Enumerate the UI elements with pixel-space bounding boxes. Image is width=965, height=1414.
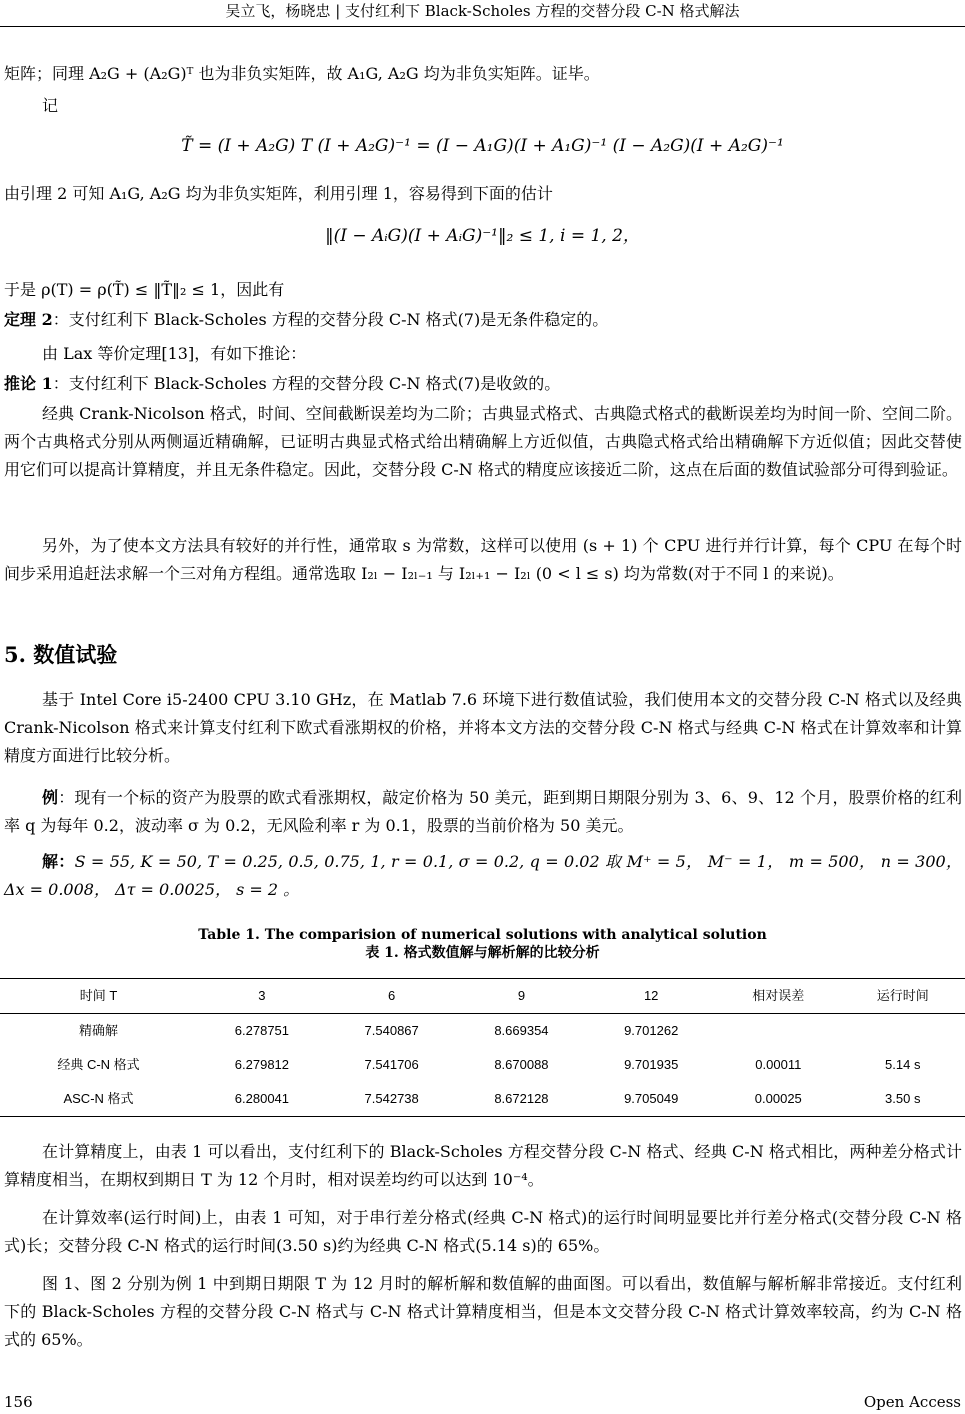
paragraph-parallelism [4,532,962,588]
table-cell: 7.541706 [364,1057,419,1072]
solution-text: S = 55, K = 50, T = 0.25, 0.5, 0.75, 1, r = 0.1, σ = 0.2, q = 0.02 取 M⁺ = 5， M⁻ = 1， m = 500， n = 300， Δx = 0.008， Δτ = 0.0025， s = 2 。 [4,852,962,899]
paragraph-text: 经典 Crank-Nicolson 格式，时间、空间截断误差均为二阶；古典显式格式、古典隐式格式的截断误差均为时间一阶、空间二阶。两个古典格式分别从两侧逼近精确解，已证明古典显式格式给出精确解上方近似值，古典隐式格式给出精确解下方近似值；因此交替使用它们可以提高计算精度，并且无条件稳定。因此，交替分段 C-N 格式的精度应该接近二阶，这点在后面的数值试验部分可得到验证。 [4,404,962,479]
page-number: 156 [4,1393,33,1411]
theorem-2 [4,306,962,334]
table-cell: 8.670088 [494,1057,549,1072]
paragraph-text: 在计算效率(运行时间)上，由表 1 可知，对于串行差分格式(经典 C-N 格式)的运行时间明显要比并行差分格式(交替分段 C-N 格式)长；交替分段 C-N 格式的运行时间(3.50 s)约为经典 C-N 格式(5.14 s)的 65%。 [4,1208,962,1255]
table-header-row [0,979,965,1014]
corollary-text: ：支付红利下 Black-Scholes 方程的交替分段 C-N 格式(7)是收敛的。 [52,374,561,393]
paragraph-text: 于是 ρ(T) = ρ(T̃) ≤ ‖T̃‖₂ ≤ 1，因此有 [4,280,285,299]
table-cell: 7.542738 [364,1091,419,1106]
paragraph-text: 另外，为了使本文方法具有较好的并行性，通常取 s 为常数，这样可以使用 (s + 1) 个 CPU 进行并行计算，每个 CPU 在每个时间步采用追赶法求解一个三对角方程组。通常选取 I₂ₗ − I₂ₗ₋₁ 与 I₂ₗ₊₁ − I₂ₗ (0 < l ≤ s) 均为常数(对于不同 l 的来说)。 [4,536,962,583]
paragraph-text: 图 1、图 2 分别为例 1 中到期日期限 T 为 12 月时的解析解和数值解的曲面图。可以看出，数值解与解析解非常接近。支付红利下的 Black-Scholes 方程的交替分段 C-N 格式与 C-N 格式计算精度相当，但是本文交替分段 C-N 格式计算效率较高，约为 C-N 格式的 65%。 [4,1274,962,1349]
header-cell: 12 [643,988,659,1003]
paragraph-ji [4,92,962,120]
table-cell: 6.278751 [234,1023,290,1038]
table-cell: 0.00025 [754,1091,802,1106]
table-cell [716,1014,840,1049]
paragraph-lax [4,340,962,368]
paragraph-text: 记 [42,96,59,115]
paragraph-spectral-radius [4,276,962,304]
table-cell: 8.672128 [494,1091,549,1106]
paragraph-text: 在计算精度上，由表 1 可以看出，支付红利下的 Black-Scholes 方程交替分段 C-N 格式、经典 C-N 格式相比，两种差分格式计算精度相当，在期权到期日 T 为 12 个月时，相对误差均约可以达到 10⁻⁴。 [4,1142,962,1189]
example-1 [4,784,962,840]
example-text: ：现有一个标的资产为股票的欧式看涨期权，敲定价格为 50 美元，距到期日期限分别为 3、6、9、12 个月，股票价格的红利率 q 为每年 0.2，波动率 σ 为 0.2，无风险利率 r 为 0.1，股票的当前价格为 50 美元。 [4,788,962,835]
table-cell: 8.669354 [494,1023,549,1038]
solution-parameters [4,848,962,904]
section-heading-numerical-experiments: 5. 数值试验 [4,642,118,667]
table-caption-cn: 表 1. 格式数值解与解析解的比较分析 [365,945,600,961]
paragraph-text: 由 Lax 等价定理[13]，有如下推论： [42,344,307,363]
corollary-1 [4,370,962,398]
table-cell: 3.50 s [885,1091,921,1106]
header-cell: 相对误差 [752,988,805,1003]
header-cell: 时间 T [79,988,118,1003]
table-row [0,1014,965,1049]
header-cell: 3 [258,988,266,1003]
equation-t-tilde: T̃ = (I + A₂G) T (I + A₂G)⁻¹ = (I − A₁G)(I + A₁G)⁻¹ (I − A₂G)(I + A₂G)⁻¹ [181,136,784,156]
header-cell: 6 [388,988,396,1003]
header-rule [0,26,965,27]
paragraph-text: 基于 Intel Core i5-2400 CPU 3.10 GHz，在 Matlab 7.6 环境下进行数值试验，我们使用本文的交替分段 C-N 格式以及经典 Crank-Nicolson 格式来计算支付红利下欧式看涨期权的价格，并将本文方法的交替分段 C-N 格式与经典 C-N 格式在计算效率和计算精度方面进行比较分析。 [4,690,962,765]
comparison-table [0,978,965,1117]
paragraph-efficiency [4,1204,962,1260]
header-cell: 9 [517,988,526,1003]
table-cell: 6.279812 [234,1057,290,1072]
table-cell: 9.701935 [624,1057,679,1072]
header-cell: 运行时间 [876,988,929,1003]
paragraph-text: 由引理 2 可知 A₁G, A₂G 均为非负实矩阵，利用引理 1，容易得到下面的估计 [4,184,553,203]
paragraph-experiment-setup [4,686,962,770]
paragraph-proof-end [4,60,962,88]
table-cell: 精确解 [79,1023,119,1038]
paragraph-accuracy-discussion [4,400,962,484]
equation-norm-estimate: ‖(I − AᵢG)(I + AᵢG)⁻¹‖₂ ≤ 1, i = 1, 2， [325,226,640,246]
example-label: 例 [42,788,59,807]
table-cell: ASC-N 格式 [63,1091,134,1106]
table-cell: 9.705049 [624,1091,679,1106]
table-caption-en: Table 1. The comparision of numerical solutions with analytical solution [198,927,767,943]
table-cell: 5.14 s [885,1057,921,1072]
table-row [0,1082,965,1117]
table-cell: 7.540867 [364,1023,419,1038]
table-cell: 0.00011 [755,1057,802,1072]
journal-label: Open Access [863,1393,961,1411]
table-cell: 经典 C-N 格式 [57,1057,140,1072]
table-cell: 9.701262 [624,1023,679,1038]
table-cell [841,1014,965,1049]
paragraph-precision [4,1138,962,1194]
solution-label: 解： [42,852,75,871]
running-header: 吴立飞，杨晓忠 | 支付红利下 Black-Scholes 方程的交替分段 C-N 格式解法 [225,2,740,20]
paragraph-figures [4,1270,962,1354]
table-row [0,1048,965,1082]
paragraph-lemma [4,180,962,208]
theorem-label: 定理 2 [4,310,53,329]
paragraph-text: 矩阵；同理 A₂G + (A₂G)ᵀ 也为非负实矩阵，故 A₁G, A₂G 均为非负实矩阵。证毕。 [4,64,600,83]
table-cell: 6.280041 [234,1091,290,1106]
corollary-label: 推论 1 [4,374,53,393]
theorem-text: ：支付红利下 Black-Scholes 方程的交替分段 C-N 格式(7)是无条件稳定的。 [52,310,609,329]
